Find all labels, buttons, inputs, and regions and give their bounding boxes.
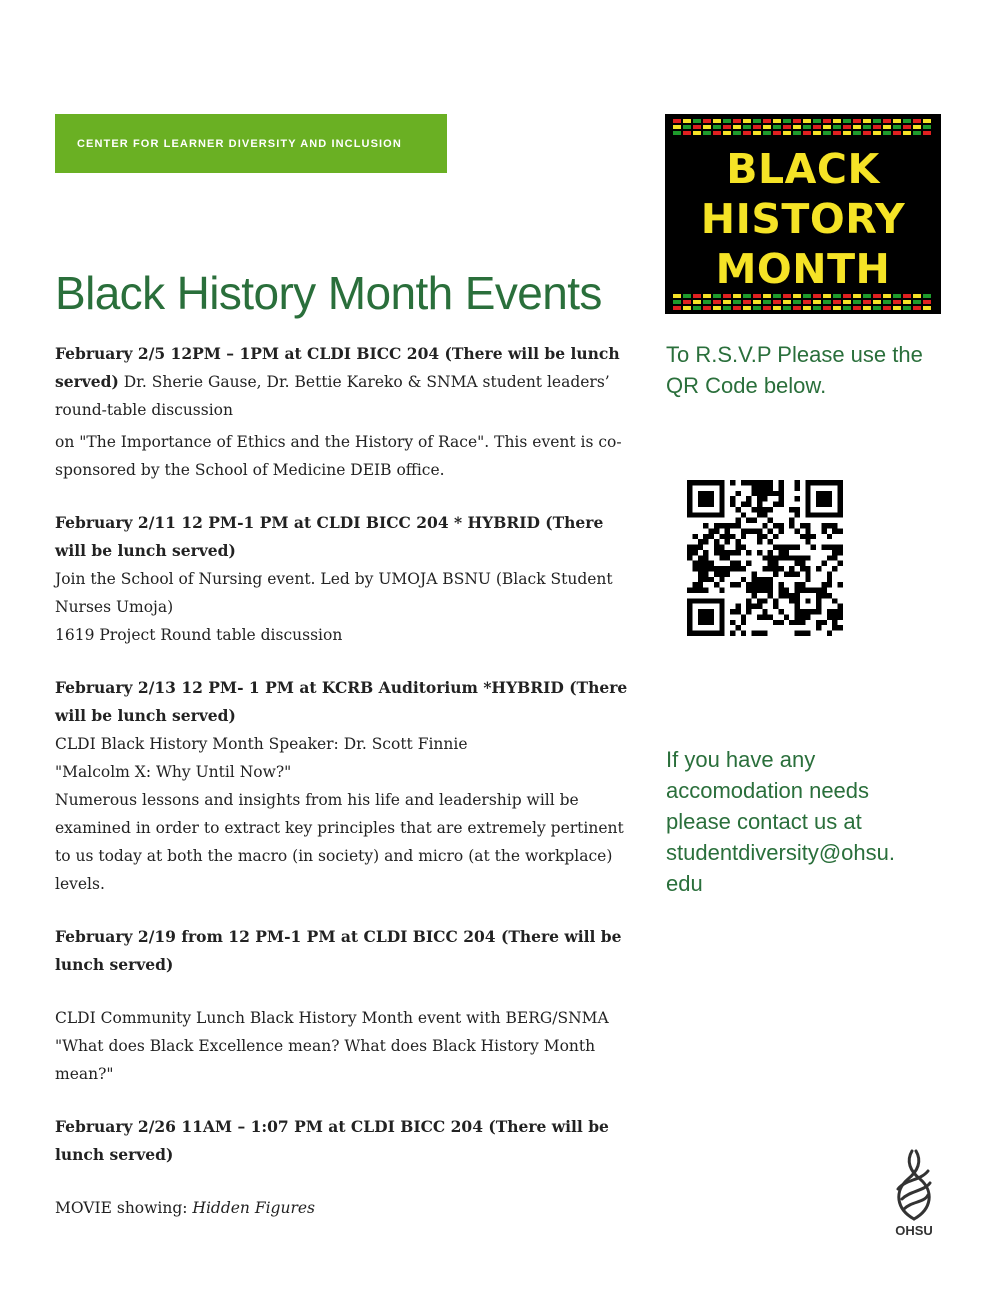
kente-block: [743, 125, 751, 129]
event-description: Numerous lessons and insights from his life and leadership will be examined in order to extract key principles that are extremely pertinent to us today at both the macro (in society) and micro (at the workplace) levels.: [55, 791, 624, 893]
event-description: CLDI Community Lunch Black History Month event with BERG/SNMA: [55, 1009, 609, 1027]
kente-block: [813, 300, 821, 304]
kente-block: [833, 294, 841, 298]
kente-block: [853, 306, 861, 310]
kente-block: [883, 119, 891, 123]
kente-block: [693, 119, 701, 123]
kente-block: [853, 119, 861, 123]
kente-block: [913, 300, 921, 304]
kente-block: [893, 306, 901, 310]
kente-block: [903, 125, 911, 129]
kente-block: [863, 119, 871, 123]
kente-block: [773, 119, 781, 123]
event-item: [55, 1113, 635, 1222]
kente-block: [723, 300, 731, 304]
kente-block: [813, 125, 821, 129]
kente-block: [903, 300, 911, 304]
kente-block: [723, 306, 731, 310]
kente-block: [743, 119, 751, 123]
kente-block: [913, 306, 921, 310]
kente-block: [693, 125, 701, 129]
kente-stripe-bottom: [673, 293, 933, 307]
kente-block: [703, 294, 711, 298]
black-history-month-poster: [665, 114, 941, 314]
kente-block: [783, 131, 791, 135]
kente-block: [903, 119, 911, 123]
kente-block: [743, 294, 751, 298]
event-item: [55, 923, 635, 1088]
kente-block: [793, 131, 801, 135]
kente-block: [843, 306, 851, 310]
kente-block: [873, 294, 881, 298]
kente-block: [693, 300, 701, 304]
kente-block: [893, 125, 901, 129]
kente-block: [893, 131, 901, 135]
kente-block: [743, 306, 751, 310]
kente-block: [883, 125, 891, 129]
kente-block: [733, 119, 741, 123]
cldi-banner: [55, 114, 447, 173]
event-item: [55, 509, 635, 649]
kente-block: [853, 300, 861, 304]
kente-block: [813, 119, 821, 123]
kente-block: [843, 131, 851, 135]
kente-block: [753, 306, 761, 310]
kente-block: [863, 300, 871, 304]
poster-text: [665, 144, 941, 294]
page-title: Black History Month Events: [55, 267, 602, 319]
kente-block: [863, 125, 871, 129]
kente-block: [713, 131, 721, 135]
kente-block: [873, 131, 881, 135]
kente-block: [793, 125, 801, 129]
kente-block: [833, 306, 841, 310]
event-list: [55, 340, 635, 1222]
ohsu-logo-text: OHSU: [895, 1223, 933, 1238]
kente-block: [913, 294, 921, 298]
kente-block: [823, 306, 831, 310]
kente-block: [783, 294, 791, 298]
kente-block: [923, 131, 931, 135]
kente-block: [753, 119, 761, 123]
event-description: 1619 Project Round table discussion: [55, 626, 343, 644]
kente-block: [693, 131, 701, 135]
kente-block: [913, 119, 921, 123]
kente-block: [883, 300, 891, 304]
kente-block: [803, 125, 811, 129]
kente-block: [763, 131, 771, 135]
kente-block: [683, 300, 691, 304]
kente-block: [913, 125, 921, 129]
kente-block: [803, 306, 811, 310]
movie-title: Hidden Figures: [192, 1199, 315, 1217]
kente-block: [873, 119, 881, 123]
kente-block: [813, 131, 821, 135]
kente-block: [833, 125, 841, 129]
kente-block: [863, 294, 871, 298]
kente-block: [713, 125, 721, 129]
kente-block: [813, 306, 821, 310]
kente-block: [733, 306, 741, 310]
kente-block: [903, 306, 911, 310]
rsvp-line: QR Code below.: [666, 373, 827, 398]
kente-block: [713, 300, 721, 304]
kente-block: [713, 294, 721, 298]
kente-block: [763, 306, 771, 310]
kente-block: [853, 131, 861, 135]
event-speaker: CLDI Black History Month Speaker: Dr. Scott Finnie: [55, 735, 468, 753]
event-item: [55, 340, 635, 484]
kente-block: [683, 131, 691, 135]
qr-code-icon[interactable]: [687, 479, 843, 637]
kente-block: [923, 294, 931, 298]
flame-icon: [898, 1151, 930, 1219]
kente-block: [873, 300, 881, 304]
kente-block: [753, 131, 761, 135]
kente-block: [693, 306, 701, 310]
kente-block: [683, 119, 691, 123]
kente-block: [803, 300, 811, 304]
kente-block: [713, 119, 721, 123]
kente-block: [893, 294, 901, 298]
banner-text: CENTER FOR LEARNER DIVERSITY AND INCLUSION: [77, 137, 402, 150]
kente-block: [923, 119, 931, 123]
kente-block: [723, 125, 731, 129]
kente-block: [893, 119, 901, 123]
kente-block: [683, 294, 691, 298]
kente-block: [783, 300, 791, 304]
kente-block: [773, 131, 781, 135]
kente-block: [763, 119, 771, 123]
kente-block: [883, 294, 891, 298]
event-heading: February 2/13 12 PM- 1 PM at KCRB Auditorium *HYBRID (There will be lunch served): [55, 678, 628, 725]
kente-block: [743, 300, 751, 304]
kente-block: [753, 300, 761, 304]
kente-block: [743, 131, 751, 135]
kente-block: [763, 294, 771, 298]
event-talk-title: "Malcolm X: Why Until Now?": [55, 763, 292, 781]
event-heading: February 2/11 12 PM-1 PM at CLDI BICC 204 * HYBRID (There will be lunch served): [55, 513, 604, 560]
kente-block: [803, 294, 811, 298]
kente-block: [903, 131, 911, 135]
kente-block: [843, 300, 851, 304]
event-description: Dr. Sherie Gause, Dr. Bettie Kareko & SNMA student leaders’ round-table discussion: [55, 373, 610, 419]
event-heading: February 2/26 11AM – 1:07 PM at CLDI BICC 204 (There will be lunch served): [55, 1117, 609, 1164]
kente-block: [923, 300, 931, 304]
kente-block: [733, 125, 741, 129]
kente-block: [893, 300, 901, 304]
kente-block: [753, 294, 761, 298]
kente-block: [803, 131, 811, 135]
kente-block: [803, 119, 811, 123]
rsvp-note: [666, 339, 923, 401]
kente-block: [823, 125, 831, 129]
kente-block: [823, 294, 831, 298]
kente-stripe-top: [673, 118, 933, 132]
kente-block: [703, 300, 711, 304]
kente-block: [823, 119, 831, 123]
poster-line: MONTH: [715, 245, 891, 293]
kente-block: [723, 119, 731, 123]
kente-block: [813, 294, 821, 298]
kente-block: [673, 119, 681, 123]
kente-block: [773, 294, 781, 298]
poster-line: HISTORY: [700, 195, 906, 243]
accommodation-line: accomodation needs: [666, 778, 870, 803]
ohsu-logo: [884, 1147, 944, 1239]
kente-block: [783, 125, 791, 129]
event-description: on "The Importance of Ethics and the History of Race". This event is co-sponsored by the School of Medicine DEIB office.: [55, 433, 622, 479]
kente-block: [673, 131, 681, 135]
kente-block: [683, 306, 691, 310]
kente-block: [733, 294, 741, 298]
kente-block: [673, 300, 681, 304]
event-description: "What does Black Excellence mean? What does Black History Month mean?": [55, 1037, 596, 1083]
poster-line: BLACK: [726, 145, 880, 193]
kente-block: [843, 125, 851, 129]
kente-block: [833, 131, 841, 135]
event-description: Join the School of Nursing event. Led by UMOJA BSNU (Black Student Nurses Umoja): [55, 570, 613, 616]
kente-block: [863, 306, 871, 310]
kente-block: [793, 294, 801, 298]
kente-block: [733, 131, 741, 135]
accommodation-note: [666, 744, 895, 899]
kente-block: [873, 125, 881, 129]
kente-block: [883, 131, 891, 135]
kente-block: [753, 125, 761, 129]
event-item: [55, 674, 635, 898]
kente-block: [683, 125, 691, 129]
kente-block: [763, 125, 771, 129]
event-heading: February 2/19 from 12 PM-1 PM at CLDI BICC 204 (There will be lunch served): [55, 927, 622, 974]
kente-block: [913, 131, 921, 135]
kente-block: [823, 300, 831, 304]
kente-block: [863, 131, 871, 135]
kente-block: [773, 125, 781, 129]
kente-block: [823, 131, 831, 135]
movie-label: MOVIE showing:: [55, 1199, 193, 1217]
kente-block: [783, 119, 791, 123]
kente-block: [873, 306, 881, 310]
kente-block: [693, 294, 701, 298]
accommodation-line: please contact us at: [666, 809, 862, 834]
kente-block: [883, 306, 891, 310]
kente-block: [853, 125, 861, 129]
kente-block: [923, 125, 931, 129]
kente-block: [703, 306, 711, 310]
kente-block: [673, 125, 681, 129]
kente-block: [673, 306, 681, 310]
contact-email-end[interactable]: edu: [666, 871, 703, 896]
kente-block: [853, 294, 861, 298]
kente-block: [673, 294, 681, 298]
kente-block: [763, 300, 771, 304]
kente-block: [783, 306, 791, 310]
kente-block: [723, 294, 731, 298]
kente-block: [923, 306, 931, 310]
kente-block: [703, 131, 711, 135]
kente-block: [703, 119, 711, 123]
kente-block: [833, 300, 841, 304]
kente-block: [713, 306, 721, 310]
event-description: [55, 1194, 635, 1222]
rsvp-line: To R.S.V.P Please use the: [666, 342, 923, 367]
kente-block: [843, 294, 851, 298]
kente-block: [903, 294, 911, 298]
kente-block: [773, 306, 781, 310]
kente-block: [723, 131, 731, 135]
kente-block: [843, 119, 851, 123]
kente-block: [733, 300, 741, 304]
kente-block: [833, 119, 841, 123]
accommodation-line: If you have any: [666, 747, 816, 772]
kente-block: [793, 306, 801, 310]
contact-email[interactable]: studentdiversity@ohsu.: [666, 840, 896, 865]
event-heading: February 2/5 12PM – 1PM at CLDI BICC 204 (There will be lunch served): [55, 344, 620, 391]
kente-block: [773, 300, 781, 304]
kente-block: [703, 125, 711, 129]
kente-block: [793, 300, 801, 304]
kente-block: [793, 119, 801, 123]
